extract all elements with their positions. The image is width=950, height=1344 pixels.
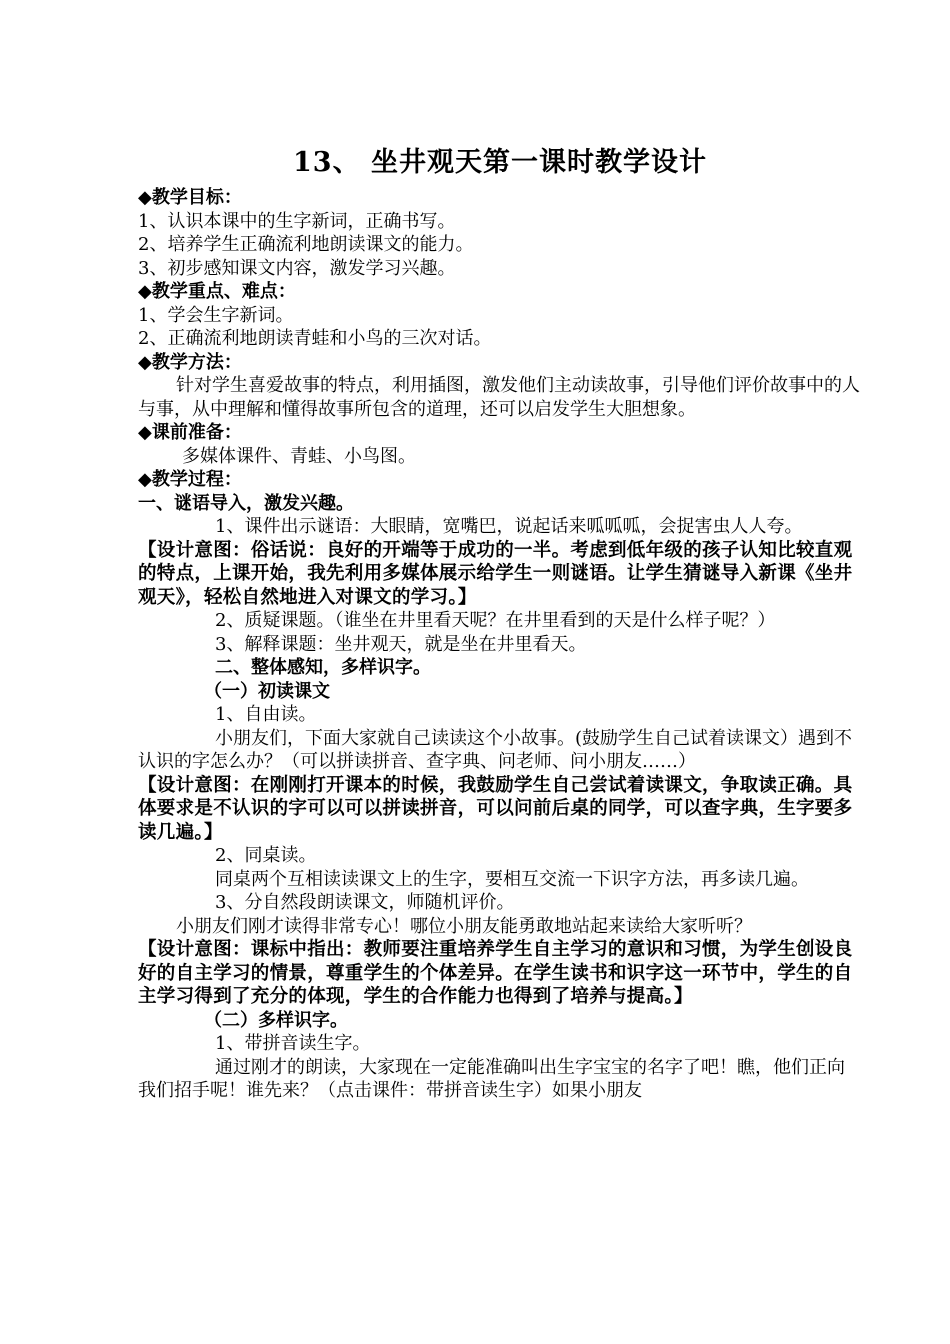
- sub1-paragraph: 小朋友们，下面大家就自己读读这个小故事。(鼓励学生自己试着读课文）遇到不认识的字怎么办？（可以拼读拼音、查字典、问老师、问小朋友……）: [138, 727, 853, 772]
- objective-item: 3、初步感知课文内容，激发学习兴趣。: [138, 257, 456, 279]
- objective-item: 2、培养学生正确流利地朗读课文的能力。: [138, 234, 474, 255]
- design-intent-2: 【设计意图：在刚刚打开课本的时候，我鼓励学生自己尝试着读课文，争取读正确。具体要求是不认识的字可以可以拼读拼音，可以问前后桌的同学，可以查字典，生字要多读几遍。】: [138, 774, 853, 843]
- step1-paragraph: 3、解释课题：坐井观天，就是坐在井里看天。: [215, 633, 587, 655]
- sub1-paragraph: 小朋友们刚才读得非常专心！哪位小朋友能勇敢地站起来读给大家听听？: [176, 915, 752, 937]
- keypoint-item: 2、正确流利地朗读青蛙和小鸟的三次对话。: [138, 328, 492, 349]
- keypoint-item: 1、学会生字新词。: [138, 304, 294, 326]
- prep-heading: ◆课前准备：: [138, 422, 242, 443]
- sub1-paragraph: 1、自由读。: [215, 704, 317, 725]
- sub2-heading: （二）多样识字。: [204, 1009, 348, 1031]
- design-intent-3: 【设计意图：课标中指出：教师要注重培养学生自主学习的意识和习惯，为学生创设良好的自主学习的情景，尊重学生的个体差异。在学生读书和识字这一环节中，学生的自主学习得到了充分的体现，学生的合作能力也得到了培养与提高。】: [138, 939, 853, 1007]
- process-heading: ◆教学过程：: [138, 469, 242, 490]
- step1-paragraph: 2、质疑课题。（谁坐在井里看天呢？在井里看到的天是什么样子呢？）: [215, 610, 776, 631]
- keypoints-heading: ◆教学重点、难点：: [138, 281, 296, 302]
- prep-paragraph: 多媒体课件、青蛙、小鸟图。: [182, 445, 416, 467]
- document-page: [138, 140, 862, 1103]
- sub1-paragraph: 2、同桌读。: [215, 845, 317, 866]
- step1-paragraph: 1、课件出示谜语：大眼睛，宽嘴巴，说起话来呱呱呱，会捉害虫人人夸。: [215, 516, 803, 537]
- sub1-heading: （一）初读课文: [204, 680, 330, 702]
- sub2-paragraph: 通过刚才的朗读，大家现在一定能准确叫出生字宝宝的名字了吧！瞧，他们正向我们招手呢！谁先来？（点击课件：带拼音读生字）如果小朋友: [138, 1056, 845, 1101]
- design-intent-1: 【设计意图：俗话说：良好的开端等于成功的一半。考虑到低年级的孩子认知比较直观的特点，上课开始，我先利用多媒体展示给学生一则谜语。让学生猜谜导入新课《坐井观天》，轻松自然地进入对课文的学习。】: [138, 539, 853, 608]
- objective-item: 1、认识本课中的生字新词，正确书写。: [138, 210, 456, 232]
- objectives-heading: ◆教学目标：: [138, 187, 242, 208]
- document-title: 13、 坐井观天第一课时教学设计: [293, 147, 707, 178]
- step2-heading: 二、整体感知，多样识字。: [215, 657, 431, 678]
- sub1-paragraph: 3、分自然段朗读课文，师随机评价。: [215, 892, 515, 913]
- step1-heading: 一、谜语导入，激发兴趣。: [138, 492, 354, 514]
- methods-paragraph: 针对学生喜爱故事的特点，利用插图，激发他们主动读故事，引导他们评价故事中的人与事，从中理解和懂得故事所包含的道理，还可以启发学生大胆想象。: [138, 375, 860, 420]
- methods-heading: ◆教学方法：: [138, 351, 242, 373]
- sub1-paragraph: 同桌两个互相读读课文上的生字，要相互交流一下识字方法，再多读几遍。: [215, 868, 809, 890]
- sub2-paragraph: 1、带拼音读生字。: [215, 1033, 371, 1054]
